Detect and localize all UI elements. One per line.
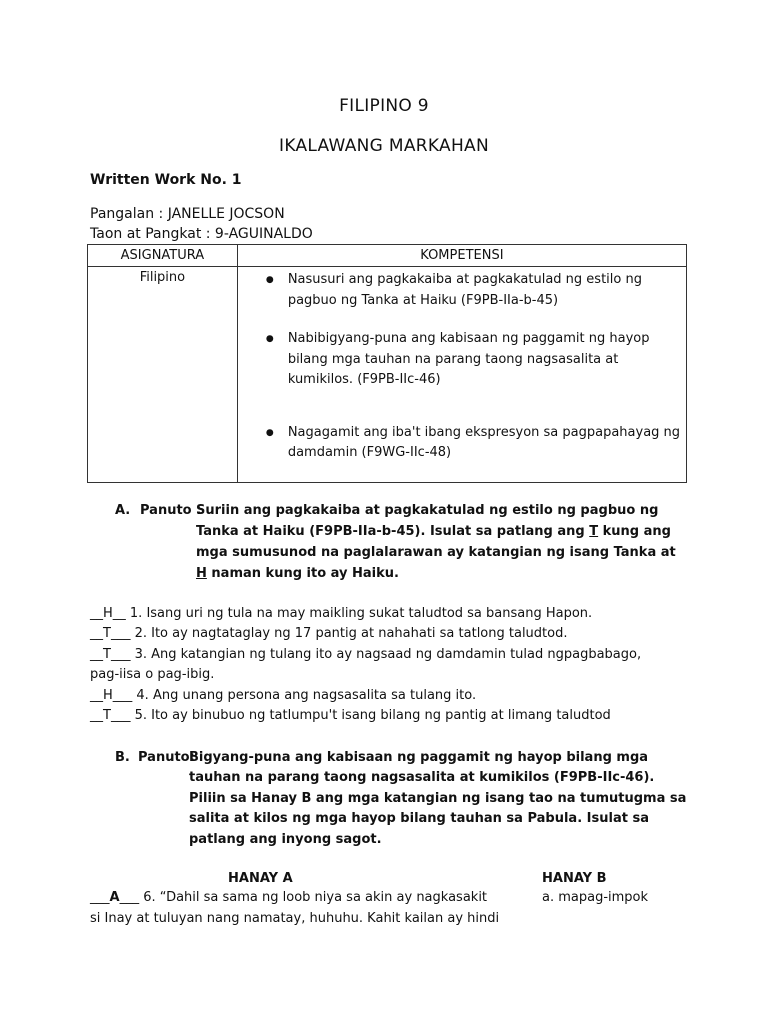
section-b-line-1: Bigyang-puna ang kabisaan ng paggamit ng hayop bilang mga xyxy=(189,750,649,765)
header-kompetensi: KOMPETENSI xyxy=(237,245,686,267)
section-a-line-2-post: kung ang xyxy=(598,524,671,539)
list-item: __T___ 3. Ang katangian ng tulang ito ay nagsaad ng damdamin tulad ngpagbabago, xyxy=(90,647,642,662)
section-b-marker: B. xyxy=(115,750,130,765)
list-item: __H___ 4. Ang unang persona ang nagsasalita sa tulang ito. xyxy=(90,688,477,703)
section-b-line-3: Piliin sa Hanay B ang mga katangian ng isang tao na tumutugma sa xyxy=(189,791,687,806)
section-a-line-2-pre: Tanka at Haiku (F9PB-IIa-b-45). Isulat sa patlang ang xyxy=(196,524,590,539)
choice-a: a. mapag-impok xyxy=(542,890,649,905)
competency-cell xyxy=(237,267,686,483)
competency-table xyxy=(87,244,687,483)
section-a-line-2 xyxy=(196,522,671,543)
document-title: FILIPINO 9 xyxy=(339,96,429,116)
list-item: ● Nabibigyang-puna ang kabisaan ng paggamit ng hayop bilang mga tauhan na parang taong nagsasalita at kumikilos. (F9PB-IIc-46) xyxy=(266,329,686,391)
answer-blank-post: ___ 6. “Dahil sa sama ng loob niya sa akin ay nagkasakit xyxy=(119,890,488,905)
section-a-line-4 xyxy=(196,564,399,585)
table-header-row xyxy=(88,245,687,267)
section-a-line-1: Suriin ang pagkakaiba at pagkakatulad ng estilo ng pagbuo ng xyxy=(196,503,659,518)
list-item: __H__ 1. Isang uri ng tula na may maikling sukat taludtod sa bansang Hapon. xyxy=(90,606,593,621)
student-name: Pangalan : JANELLE JOCSON xyxy=(90,206,285,222)
section-b-line-2: tauhan na parang taong nagsasalita at kumikilos (F9PB-IIc-46). xyxy=(189,770,655,785)
question-6-line-2: si Inay at tuluyan nang namatay, huhuhu. Kahit kailan ay hindi xyxy=(90,911,500,926)
question-6-line-1 xyxy=(90,890,487,905)
section-a-line-3: mga sumusunod na paglalarawan ay katangian ng isang Tanka at xyxy=(196,545,676,560)
hanay-b-heading: HANAY B xyxy=(542,871,607,886)
section-b-label: Panuto: xyxy=(138,750,195,765)
tanka-letter: T xyxy=(589,524,599,539)
subject-cell: Filipino xyxy=(88,267,238,483)
competency-list xyxy=(238,270,686,464)
list-item: __T___ 2. Ito ay nagtataglay ng 17 pantig at nahahati sa tatlong taludtod. xyxy=(90,626,568,641)
section-b-line-4: salita at kilos ng mga hayop bilang tauhan sa Pabula. Isulat sa xyxy=(189,811,649,826)
list-item: __T___ 5. Ito ay binubuo ng tatlumpu't isang bilang ng pantig at limang taludtod xyxy=(90,708,611,723)
quarter-title: IKALAWANG MARKAHAN xyxy=(279,136,489,156)
haiku-letter: H xyxy=(196,566,207,581)
student-section: Taon at Pangkat : 9-AGUINALDO xyxy=(90,226,313,242)
section-a-marker: A. xyxy=(115,503,131,518)
section-a-label: Panuto : xyxy=(140,503,202,518)
work-title: Written Work No. 1 xyxy=(90,172,242,188)
table-row xyxy=(88,267,687,483)
question-6-answer: A xyxy=(109,890,120,905)
section-a-line-4-post: naman kung ito ay Haiku. xyxy=(206,566,399,581)
list-item: ● Nagagamit ang iba't ibang ekspresyon sa pagpapahayag ng damdamin (F9WG-IIc-48) xyxy=(266,423,686,464)
section-b-line-5: patlang ang inyong sagot. xyxy=(189,832,382,847)
header-asignatura: ASIGNATURA xyxy=(88,245,238,267)
hanay-a-heading: HANAY A xyxy=(228,871,293,886)
list-item: pag-iisa o pag-ibig. xyxy=(90,667,215,682)
answer-blank-pre: ___ xyxy=(90,890,110,905)
list-item: ● Nasusuri ang pagkakaiba at pagkakatulad ng estilo ng pagbuo ng Tanka at Haiku (F9PB-IIa-b-45) xyxy=(266,270,686,311)
